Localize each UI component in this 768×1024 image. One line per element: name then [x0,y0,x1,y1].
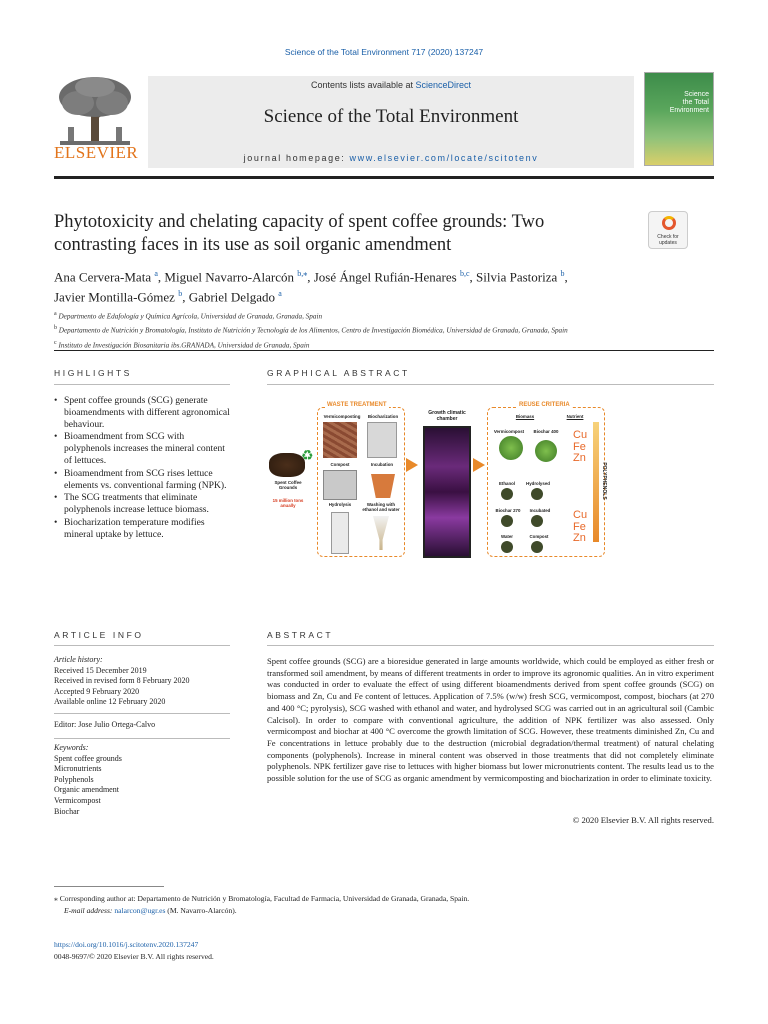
article-info-heading: ARTICLE INFO [54,630,144,640]
check-for-updates-button[interactable] [648,211,688,249]
metals-bottom [573,510,587,545]
water-label: Water [500,534,514,539]
highlight-item: • Biocharization temperature modifies mineral uptake by lettuce. [54,517,230,541]
affiliations [54,308,714,351]
recycle-icon: ♻ [301,449,314,464]
elsevier-tree-icon [54,75,136,151]
article-history-label: Article history: [54,655,103,664]
elsevier-logo[interactable] [54,75,139,169]
history-item: Available online 12 February 2020 [54,697,166,707]
coffee-grounds-photo [269,453,305,477]
author-name[interactable]: Gabriel Delgado [188,289,275,305]
furnace-photo [367,422,397,458]
vermicompost-label: Vermicompost [493,429,525,434]
editor-line: Editor: Jose Julio Ortega-Calvo [54,720,156,729]
author-affiliation-mark[interactable]: a [154,269,158,278]
journal-cover-image[interactable] [644,72,714,166]
check-updates-label: Check for updates [657,234,679,246]
growth-chamber-label: Growth climatic chamber [428,410,466,422]
corresponding-author-footnote [54,893,714,916]
incubated-label: Incubated [529,508,551,513]
metal-fe: Fe [573,440,586,453]
affiliation-item [54,322,714,336]
article-title: Phytotoxicity and chelating capacity of spent coffee grounds: Two contrasting faces in its use as soil organic amendment [54,212,545,255]
keyword-item[interactable]: Organic amendment [54,785,119,795]
corresponding-author-text: ⁎ Corresponding author at: Departamento de Nutrición y Bromatología, Facultad de Farmacia, Universidad de Granada, Granada, Spain. [54,894,470,903]
journal-reference[interactable]: Science of the Total Environment 717 (2020) 137247 [284,47,484,57]
highlight-item: • Spent coffee grounds (SCG) generate bioamendments with different agronomical behaviour. [54,395,230,430]
cover-title [647,91,709,115]
lettuce-photo [531,515,543,527]
author-name[interactable]: Javier Montilla-Gómez [54,289,175,305]
biochar400-label: Biochar 400 [533,429,559,434]
metal-cu: Cu [573,429,588,441]
affiliation-mark: b [54,325,57,332]
email-line [54,905,714,917]
keyword-item[interactable]: Biochar [54,806,80,816]
highlights-rule [54,384,230,385]
doi-block [54,939,214,962]
hydrolysis-photo [331,512,349,554]
homepage-link[interactable]: www.elsevier.com/locate/scitotenv [349,153,539,163]
highlights-heading: HIGHLIGHTS [54,368,132,378]
compost-result-label: Compost [529,534,549,539]
contents-prefix: Contents lists available at [310,80,416,90]
email-link[interactable]: nalarcon@ugr.es [114,905,166,915]
worms-photo [323,422,357,458]
highlights-list [54,395,230,542]
affiliation-mark: a [54,311,57,317]
reuse-criteria-title: REUSE CRITERIA [519,402,570,408]
author-affiliation-mark[interactable]: b [178,289,183,299]
abstract-rule [267,645,714,646]
history-item: Received 15 December 2019 [54,665,147,675]
biomass-label: Biomass [515,414,535,419]
homepage-prefix: journal homepage: [243,153,350,163]
lettuce-photo [501,541,513,553]
keyword-item[interactable]: Vermicompost [54,795,101,805]
history-item: Received in revised form 8 February 2020 [54,676,190,686]
lettuce-photo [499,436,523,460]
keywords-block [54,743,244,817]
lettuce-photo [531,541,543,553]
graphical-abstract-rule [267,384,714,385]
vermicomposting-label: Vermicomposting [323,414,361,419]
author-affiliation-mark[interactable]: b,⁎ [297,269,308,278]
arrow-right-icon [406,458,418,472]
doi-link[interactable]: https://doi.org/10.1016/j.scitotenv.2020.137247 [54,940,199,949]
author-affiliation-mark[interactable]: a [278,289,282,299]
cover-title-line1: Science [684,91,709,98]
tons-label: 15 million tons anually [272,498,304,508]
affiliation-text: Instituto de Investigación Biosanitaria ibs.GRANADA, Universidad de Granada, Spain [58,341,310,350]
author-name[interactable]: José Ángel Rufián-Henares [313,269,457,285]
nutrient-label: Nutrient [566,414,584,419]
hydrolysis-label: Hydrolysis [328,502,352,507]
lettuce-photo [535,440,557,462]
highlight-item: • The SCG treatments that eliminate polyphenols increase lettuce biomass. [54,492,230,516]
copyright-notice: © 2020 Elsevier B.V. All rights reserved. [572,815,714,825]
masthead-band [148,76,634,168]
author-list: Ana Cervera-Mata $^a$, Miguel Navarro-Alarcón $^{b,⁎}$, José Ángel Rufián-Henares $^{b,c}$, Silvia Pastoriza $^b$, Javier Montilla-Gómez $^b$, Gabriel Delgado $^a$ [54,269,568,305]
check-updates-icon [662,216,676,230]
author-name[interactable]: Ana Cervera-Mata [54,269,152,285]
metal-fe: Fe [573,520,586,533]
waste-treatment-title: WASTE TREATMENT [327,402,387,408]
lettuce-photo [501,515,513,527]
metal-zn: Zn [573,452,586,464]
affiliation-mark: c [54,339,57,346]
email-suffix: (M. Navarro-Alarcón). [165,905,237,915]
abstract-heading: ABSTRACT [267,630,334,640]
hydrolysed-label: Hydrolysed [526,481,550,486]
history-item: Accepted 9 February 2020 [54,686,140,696]
compost-label: Compost [330,462,350,467]
affiliation-item [54,308,714,322]
affiliation-item [54,337,714,351]
author-affiliation-mark[interactable]: b [560,269,565,278]
highlight-item: • Bioamendment from SCG with polyphenols increases the mineral content of lettuces. [54,431,230,466]
metal-cu: Cu [573,509,588,521]
publisher-name: ELSEVIER [54,143,139,162]
header-rule [54,350,714,351]
arrow-right-icon [473,458,485,472]
biocharization-label: Biocharization [367,414,399,419]
keywords-rule [54,738,230,739]
editor-rule [54,713,230,714]
lettuce-photo [531,488,543,500]
contents-line [148,80,634,90]
journal-title: Science of the Total Environment [263,106,519,127]
masthead-rule [54,176,714,179]
polyphenols-gradient-arrow [593,422,599,542]
sciencedirect-link[interactable]: ScienceDirect [415,80,472,90]
affiliation-text: Departmento de Edafología y Química Agrícola, Universidad de Granada, Granada, Spain [58,312,323,321]
keyword-item[interactable]: Polyphenols [54,774,94,784]
author-affiliation-mark[interactable]: b,c [459,269,470,278]
metals-top [573,430,587,465]
graphical-abstract-figure[interactable] [267,398,612,563]
abstract-text: Spent coffee grounds (SCG) are a bioresidue generated in large amounts worldwide, which could be employed as either fresh or transformed soil amendment, by means of different treatments in order to improve its agronomic qualities. An in vitro experiment was conducted in order to evaluate the effect of using different bioamendments derived from spent coffee grounds (SCG) on biomass and Zn, Cu and Fe content of lettuces. Application of 7.5% (w/w) fresh SCG, vermicompost, compost, biochars (at 270 and 400 °C; pyrolysis), SCG washed with ethanol and water, and hydrolysed SCG was carried out in an agricultural soil (Cambic Calcisol). In order to compare with conventional agriculture, the addition of NPK fertilizer was also assessed. Only vermicompost and biochar at 400 °C overcome the growth limitation of SCG. However, these treatments diminished Zn, Cu and Fe concentrations in lettuce probably due to the destruction (microbial degradation/thermal treatment) of natural chelating components (polyphenols). Increase in mineral content was observed in those treatments that did not completely eliminate polyphenols. NPK fertilizer gave rise to lettuces with higher biomass but lower micronutrients content. The results lead us to the possible solution for the use of SCG as organic amendment by vermicomposting and biocharization in order to eliminate toxicity. [267,656,714,784]
composter-photo [323,470,357,500]
homepage-line [148,153,634,163]
washing-label: Washing with ethanol and water [362,502,400,512]
metal-zn: Zn [573,532,586,544]
growth-chamber-photo [423,426,471,558]
keywords-label: Keywords: [54,743,89,752]
author-name[interactable]: Miguel Navarro-Alarcón [164,269,294,285]
cover-title-line2: the Total Environment [669,99,709,114]
ethanol-label: Ethanol [498,481,516,486]
spent-coffee-label: Spent Coffee Grounds [274,480,302,490]
journal-masthead [54,70,714,174]
affiliation-text: Departamento de Nutrición y Bromatología, Instituto de Nutrición y Tecnología de los Alimentos, Centro de Investigación Biomédica, Universidad de Granada, Granada, Spain [58,326,568,335]
footnote-rule [54,886,164,887]
author-name[interactable]: Silvia Pastoriza [476,269,558,285]
highlight-item: • Bioamendment from SCG rises lettuce elements vs. conventional farming (NPK). [54,468,230,492]
biochar270-label: Biochar 270 [495,508,521,513]
issn-rights: 0048-9697/© 2020 Elsevier B.V. All rights reserved. [54,951,214,961]
lettuce-photo [501,488,513,500]
keyword-item[interactable]: Spent coffee grounds [54,753,122,763]
keyword-item[interactable]: Micronutrients [54,764,102,774]
graphical-abstract-heading: GRAPHICAL ABSTRACT [267,368,410,378]
article-info-rule [54,645,230,646]
polyphenols-label: POLYPHENOLS [601,462,607,500]
email-label: E-mail address: [64,905,115,915]
article-history [54,655,244,708]
incubation-label: Incubation [370,462,394,467]
